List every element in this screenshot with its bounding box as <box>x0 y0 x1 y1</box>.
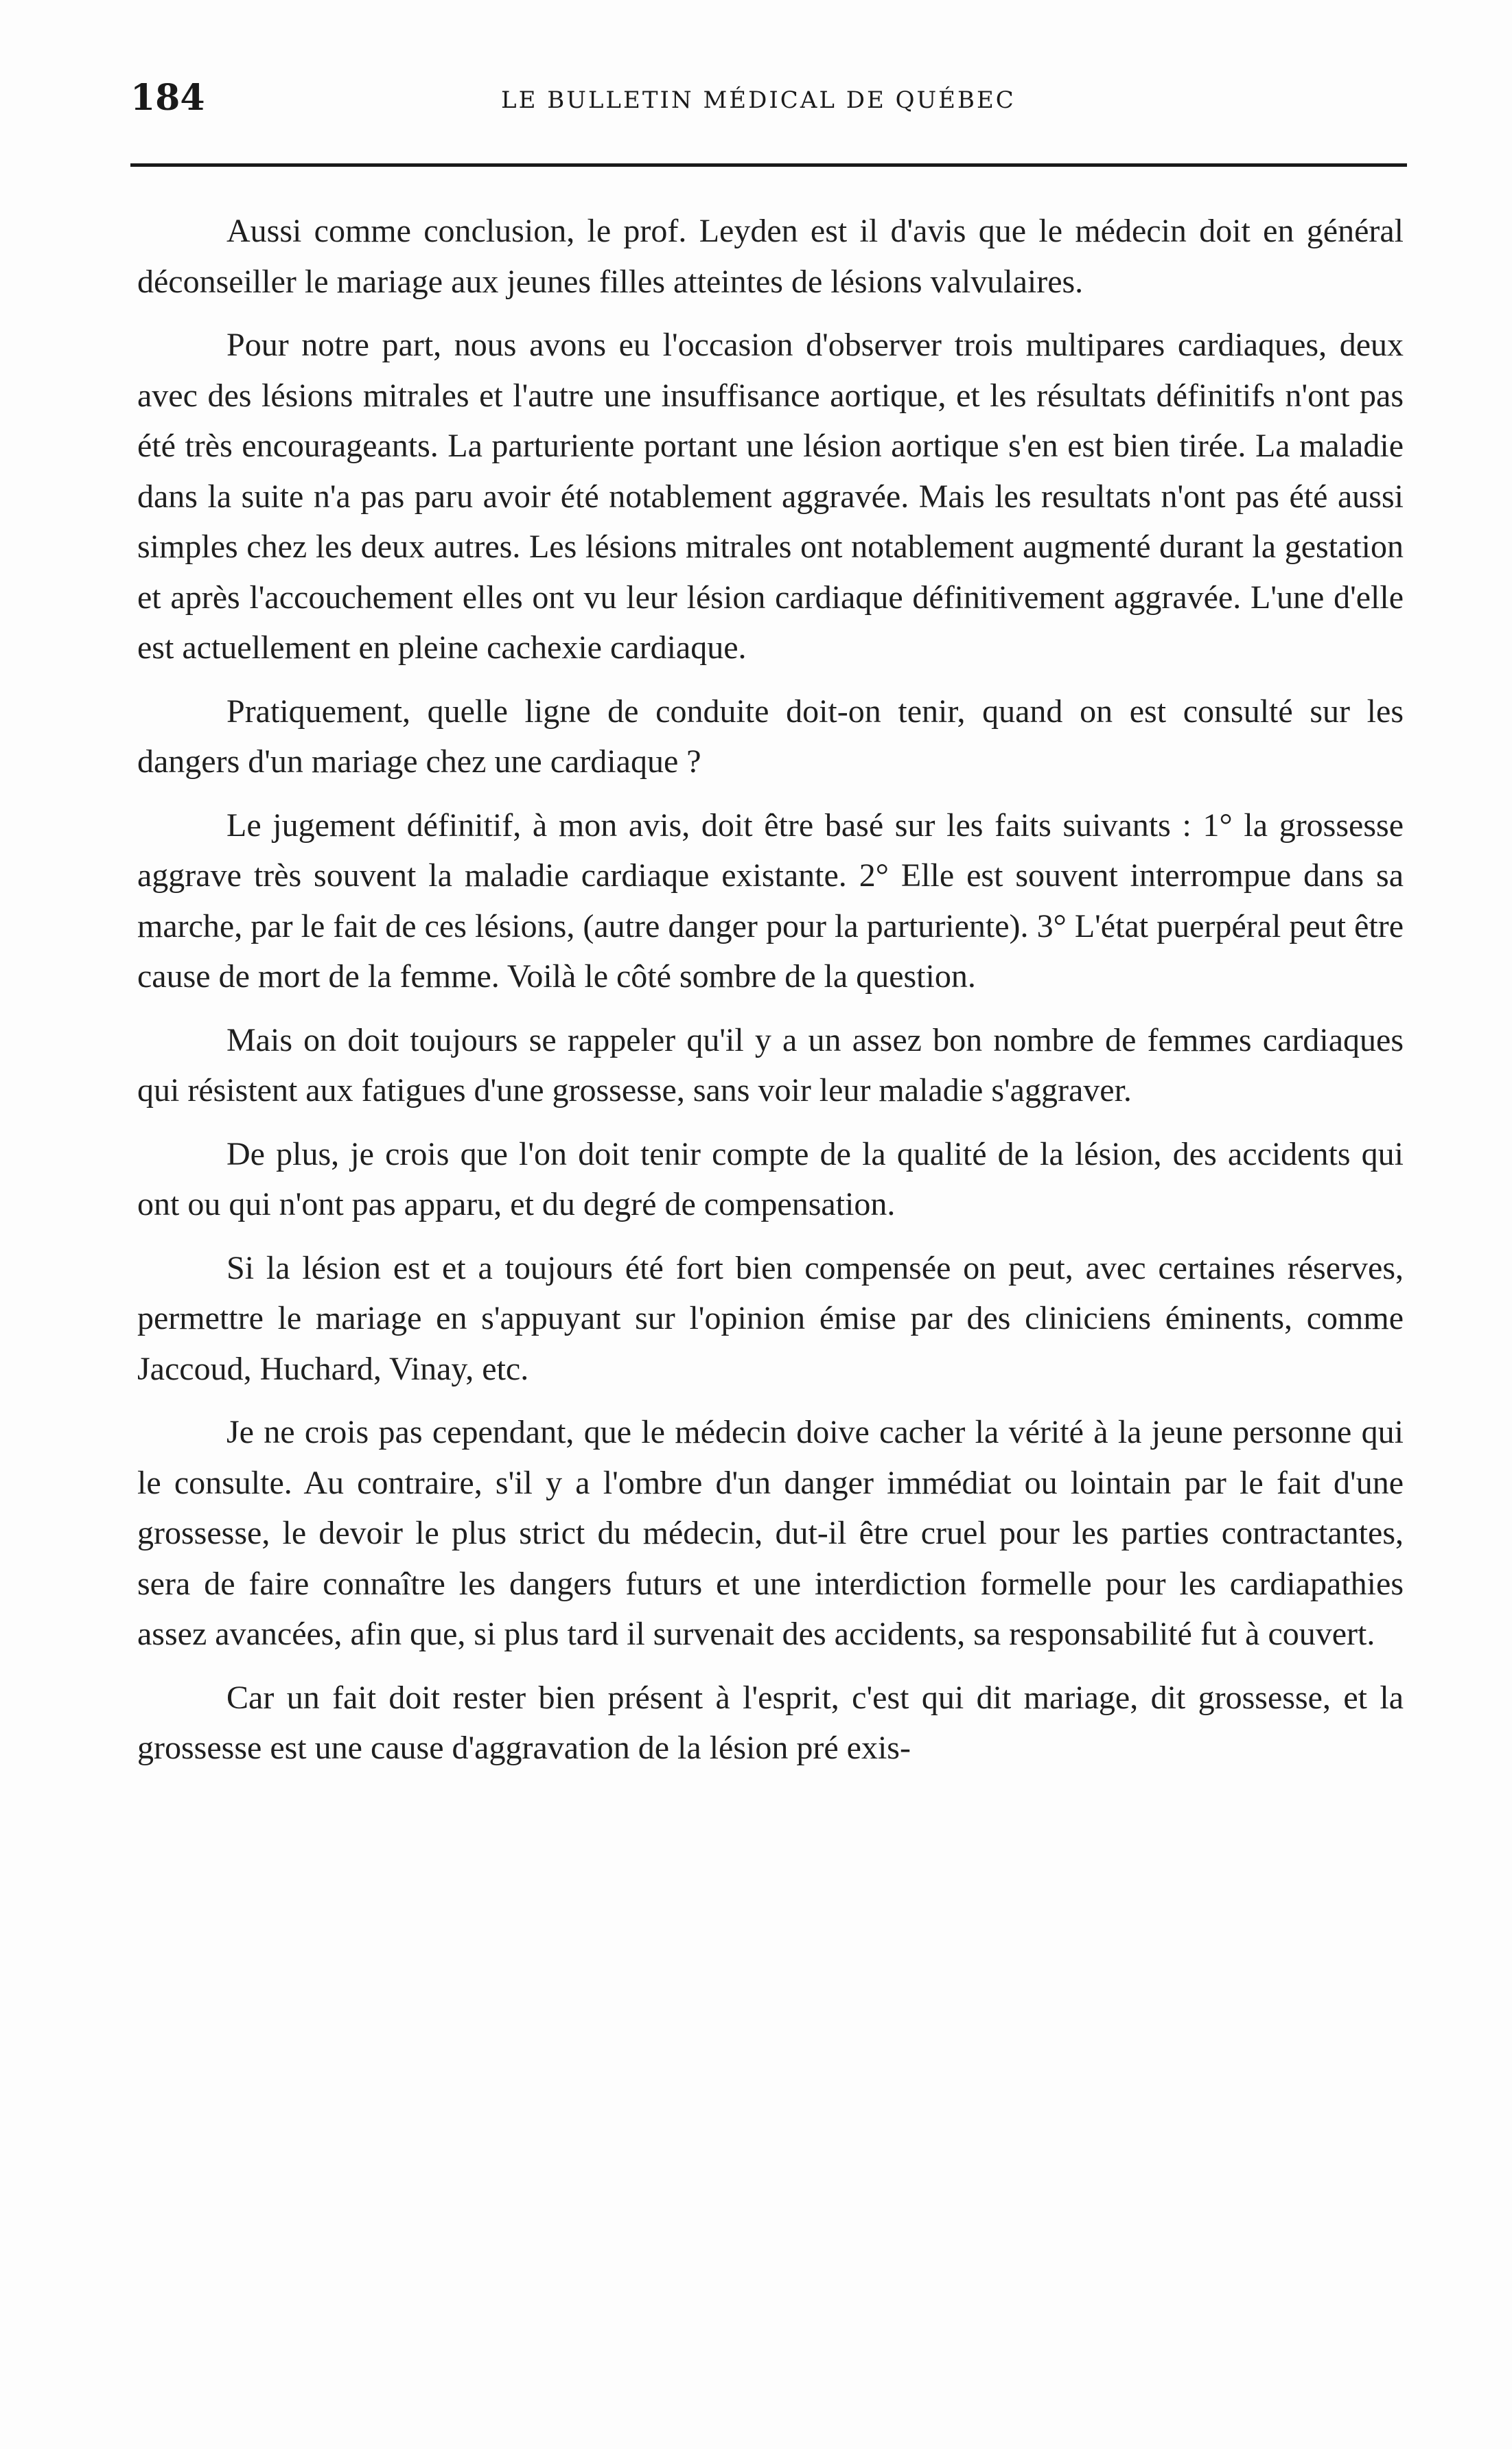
paragraph: Le jugement définitif, à mon avis, doit être basé sur les faits suivants : 1° la grossesse aggrave très souvent la maladie cardiaque existante. 2° Elle est souvent interrompue dans sa marche, par le fait de ces lésions, (autre danger pour la parturiente). 3° L'état puerpéral peut être cause de mort de la femme. Voilà le côté sombre de la question. <box>137 806 1404 995</box>
running-title: LE BULLETIN MÉDICAL DE QUÉBEC <box>501 86 1016 114</box>
paragraph: Si la lésion est et a toujours été fort bien compensée on peut, avec certaines réserves, permettre le mariage en s'appuyant sur l'opinion émise par des cliniciens éminents, comme Jaccoud, Huchard, Vinay, etc. <box>137 1249 1404 1387</box>
article-body <box>137 206 1404 1787</box>
paragraph: Je ne crois pas cependant, que le médecin doive cacher la vérité à la jeune personne qui le consulte. Au contraire, s'il y a l'ombre d'un danger immédiat ou lointain par le fait d'une grossesse, le devoir le plus strict du médecin, dut-il être cruel pour les parties contractantes, sera de faire connaître les dangers futurs et une interdiction formelle pour les cardiapathies assez avancées, afin que, si plus tard il survenait des accidents, sa responsabilité fut à couvert. <box>137 1414 1404 1652</box>
paragraph: Pratiquement, quelle ligne de conduite doit-on tenir, quand on est consulté sur les dangers d'un mariage chez une cardiaque ? <box>137 693 1404 780</box>
paragraph: Mais on doit toujours se rappeler qu'il y a un assez bon nombre de femmes cardiaques qui résistent aux fatigues d'une grossesse, sans voir leur maladie s'aggraver. <box>137 1021 1404 1109</box>
header-divider <box>130 163 1407 167</box>
paragraph: Car un fait doit rester bien présent à l'esprit, c'est qui dit mariage, dit grossesse, et la grossesse est une cause d'aggravation de la lésion pré exis- <box>137 1679 1404 1766</box>
page-header <box>130 77 1407 139</box>
paragraph: Pour notre part, nous avons eu l'occasion d'observer trois multipares cardiaques, deux avec des lésions mitrales et l'autre une insuffisance aortique, et les résultats définitifs n'ont pas été très encourageants. La parturiente portant une lésion aortique s'en est bien tirée. La maladie dans la suite n'a pas paru avoir été notablement aggravée. Mais les resultats n'ont pas été aussi simples chez les deux autres. Les lésions mitrales ont notablement augmenté durant la gestation et après l'accouchement elles ont vu leur lésion cardiaque définitivement aggravée. L'une d'elle est actuellement en pleine cachexie cardiaque. <box>137 327 1404 666</box>
paragraph: Aussi comme conclusion, le prof. Leyden est il d'avis que le médecin doit en général déconseiller le mariage aux jeunes filles atteintes de lésions valvulaires. <box>137 213 1404 300</box>
page-number: 184 <box>130 77 205 119</box>
paragraph: De plus, je crois que l'on doit tenir compte de la qualité de la lésion, des accidents qui ont ou qui n'ont pas apparu, et du degré de compensation. <box>137 1135 1404 1222</box>
